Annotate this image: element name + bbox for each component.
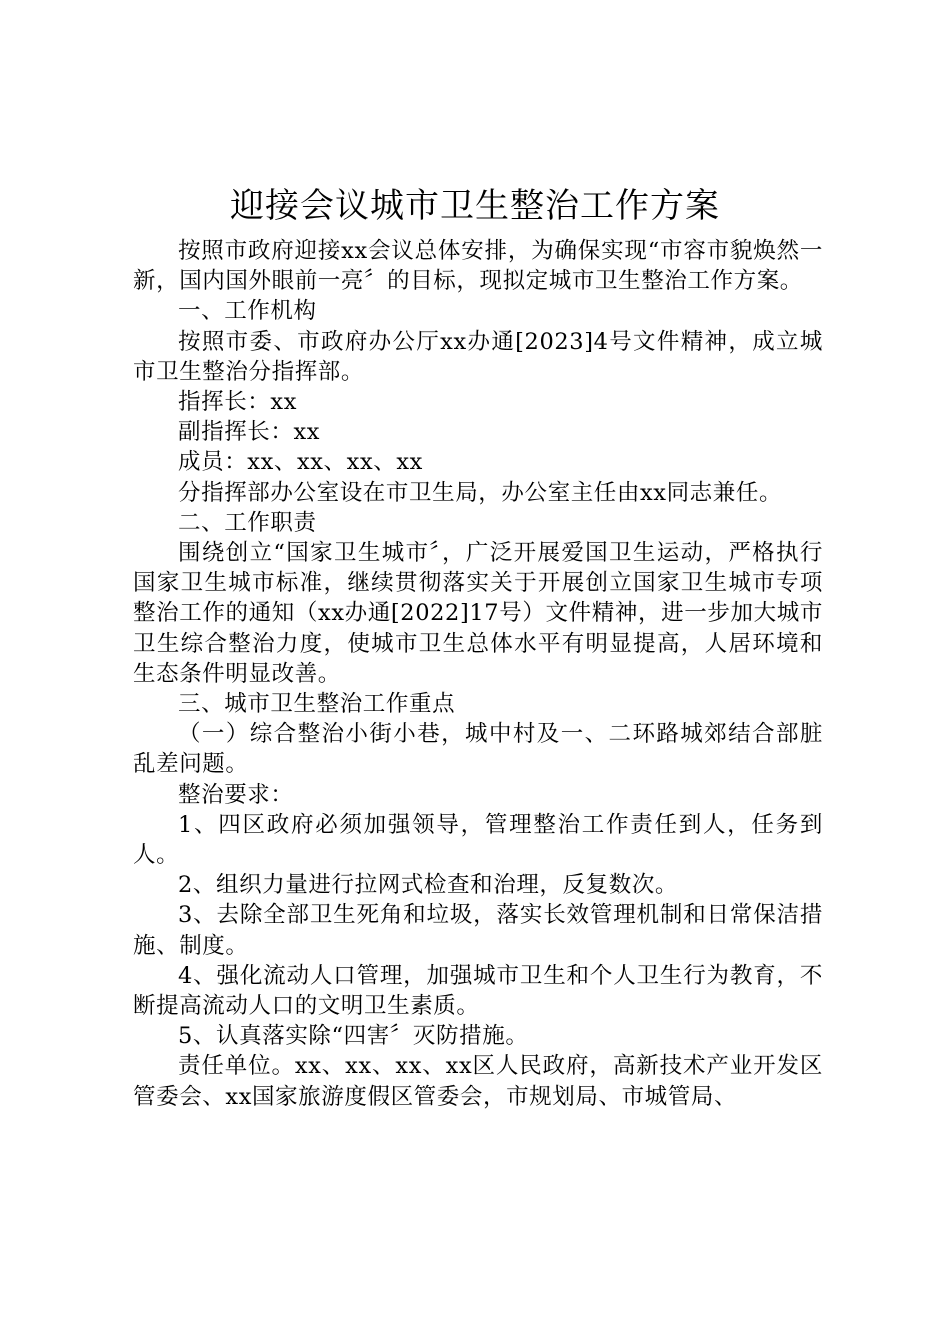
section-heading-key-points: 三、城市卫生整治工作重点 [178,691,456,718]
paragraph-key-point-1: （一）综合整治小街小巷，城中村及一、二环路城郊结合部脏乱差问题。 [133,721,823,778]
list-item-requirement-3: 3、去除全部卫生死角和垃圾，落实长效管理机制和日常保洁措施、制度。 [133,902,823,959]
paragraph-organization: 按照市委、市政府办公厅xx办通[2023]4号文件精神，成立城市卫生整治分指挥部。 [133,328,823,385]
list-item-requirement-1: 1、四区政府必须加强领导，管理整治工作责任到人，任务到人。 [133,811,823,869]
paragraph-duties: 围绕创立“国家卫生城市〞，广泛开展爱国卫生运动，严格执行国家卫生城市标准，继续贯彻落实关于开展创立国家卫生城市专项整治工作的通知（xx办通[2022]17号）文件精神，进一步加大城市卫生综合整治力度，使城市卫生总体水平有明显提高，人居环境和生态条件明显改善。 [133,540,823,687]
document-title: 迎接会议城市卫生整治工作方案 [230,186,720,226]
section-heading-organization: 一、工作机构 [178,298,317,325]
paragraph-requirements-label: 整治要求： [178,781,294,808]
paragraph-members: 成员：xx、xx、xx、xx [178,449,423,476]
paragraph-commander: 指挥长：xx [178,389,297,416]
paragraph-intro: 按照市政府迎接xx会议总体安排，为确保实现“市容市貌焕然一新，国内国外眼前一亮〞的目标，现拟定城市卫生整治工作方案。 [133,238,823,295]
list-item-requirement-5: 5、认真落实除“四害〞灭防措施。 [178,1023,529,1050]
paragraph-deputy-commander: 副指挥长：xx [178,419,321,446]
list-item-requirement-4: 4、强化流动人口管理，加强城市卫生和个人卫生行为教育，不断提高流动人口的文明卫生素质。 [133,962,823,1020]
document-body [133,236,823,1112]
section-heading-duties: 二、工作职责 [178,509,317,536]
paragraph-responsible-units: 责任单位。xx、xx、xx、xx区人民政府，高新技术产业开发区管委会、xx国家旅游度假区管委会，市规划局、市城管局、 [133,1053,823,1110]
paragraph-office: 分指挥部办公室设在市卫生局，办公室主任由xx同志兼任。 [178,479,783,506]
list-item-requirement-2: 2、组织力量进行拉网式检查和治理，反复数次。 [178,872,679,899]
